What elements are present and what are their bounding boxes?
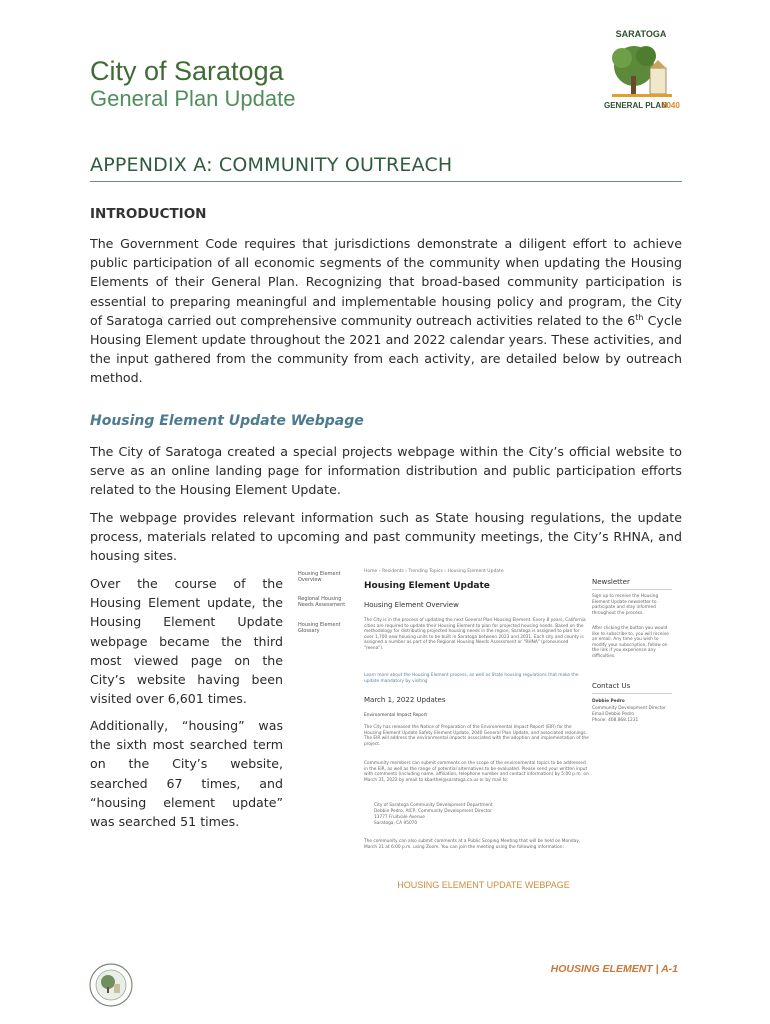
- screenshot-newsletter-text-2: After clicking the button you would like to subscribe to, you will receive an email. Any time you wish to modify your subscription, follow on the link if you experience any difficulties.: [592, 626, 669, 659]
- screenshot-update-text-1: The City has released the Notice of Preparation of the Environmental Impact Report (EIR) for the Housing Element Update Safety Element Update, 2040 General Plan Update, and associated rezonings. The EIR will address the environmental impacts associated with the adoption and implementation of the project.: [364, 725, 589, 747]
- appendix-title: APPENDIX A: COMMUNITY OUTREACH: [90, 154, 453, 176]
- screenshot-nav-overview: Housing Element Overview: [298, 571, 341, 583]
- screenshot-breadcrumb: Home › Residents › Trending Topics › Housing Element Update: [364, 569, 504, 574]
- screenshot-newsletter-heading: Newsletter: [592, 578, 630, 586]
- logo-top-text: SARATOGA: [615, 29, 667, 39]
- screenshot-right-divider: [592, 589, 672, 590]
- logo-year: 2040: [662, 101, 680, 110]
- city-seal-icon: [88, 962, 134, 1008]
- webpage-section-heading: Housing Element Update Webpage: [90, 413, 364, 429]
- screenshot-nav-glossary: Housing Element Glossary: [298, 622, 341, 634]
- screenshot-address-1: City of Saratoga Community Development Department: [374, 803, 493, 808]
- screenshot-nav-rhna: Regional Housing Needs Assessment: [298, 596, 346, 608]
- screenshot-right-divider-2: [592, 693, 672, 694]
- screenshot-contact-line-3: Phone: 408.868.1231: [592, 718, 639, 723]
- screenshot-contact-line-2: Email Debbie Pedro: [592, 712, 635, 717]
- title-divider: [90, 181, 682, 182]
- webpage-paragraph-2: The webpage provides relevant information such as State housing regulations, the update process, materials related to upcoming and past community meetings, the City’s RHNA, and housing sites.: [90, 510, 682, 564]
- webpage-paragraph-3: Over the course of the Housing Element update, the Housing Element Update webpage became the third most viewed page on the City’s website having been visited over 6,601 times.: [90, 576, 283, 707]
- webpage-paragraph-1: The City of Saratoga created a special projects webpage within the City’s official website to serve as an online landing page for information distribution and public participation efforts related to the Housing Element Update.: [90, 444, 682, 498]
- screenshot-overview-link: Learn more about the Housing Element process, as well as State housing regulations that make the update mandatory by visiting: [364, 673, 579, 684]
- webpage-screenshot: [290, 565, 677, 865]
- screenshot-caption: HOUSING ELEMENT UPDATE WEBPAGE: [397, 880, 570, 890]
- general-plan-logo: [598, 28, 684, 116]
- screenshot-address-2: Debbie Pedro, AICP, Community Development Director: [374, 809, 492, 814]
- document-title: City of Saratoga: [90, 56, 284, 86]
- screenshot-update-subheading: Environmental Impact Report: [364, 713, 428, 718]
- introduction-heading: INTRODUCTION: [90, 206, 207, 222]
- screenshot-overview-text: The City is in the process of updating the next General Plan Housing Element. Every 8 years, California cities are required to update their Housing Element to plan for projected housing needs. Based on the methodology for distributing projected housing needs in the region, Saratoga is assigned to plan for over 1,700 new housing units to be built in Saratoga between 2023 and 2031. Each city and county is assigned a number as part of the Regional Housing Needs Assessment or "RHNA" (pronounced "reena").: [364, 618, 586, 651]
- screenshot-contact-heading: Contact Us: [592, 682, 631, 690]
- screenshot-update-heading: March 1, 2022 Updates: [364, 696, 446, 704]
- introduction-paragraph: The Government Code requires that jurisdictions demonstrate a diligent effort to achieve public participation of all economic segments of the community when updating the Housing Elements of their General Plan. Recognizing that broad-based community participation is essential to preparing meaningful and implementable housing policy and program, the City of Saratoga carried out comprehensive community outreach activities related to the 6th Cycle Housing Element update throughout the 2021 and 2022 calendar years. These activities, and the input gathered from the community from each activity, are detailed below by outreach method.: [90, 236, 682, 386]
- screenshot-overview-heading: Housing Element Overview: [364, 601, 459, 609]
- screenshot-address-4: Saratoga, CA 95070: [374, 821, 418, 826]
- screenshot-address-3: 13777 Fruitvale Avenue: [374, 815, 425, 820]
- page-footer: HOUSING ELEMENT | A-1: [550, 963, 678, 975]
- screenshot-title: Housing Element Update: [364, 581, 490, 591]
- screenshot-contact-name: Debbie Pedro: [592, 699, 625, 704]
- screenshot-update-text-3: The community can also submit comments at a Public Scoping Meeting that will be held on Monday, March 21 at 6:00 p.m. using Zoom. You can join the meeting using the following information:: [364, 839, 581, 850]
- logo-bottom-text: GENERAL PLAN: [604, 101, 667, 110]
- screenshot-update-text-2: Community members can submit comments on the scope of the environmental topics to be addressed in the EIR, as well as the range of potential alternatives to be evaluated. Please send your written input with comments (including name, affiliation, telephone number and contact information) by 5:00 p.m. on March 31, 2022 by email to kbarthel@saratoga.ca.us or by mail to:: [364, 761, 589, 783]
- screenshot-contact-line-1: Community Development Director: [592, 706, 666, 711]
- document-subtitle: General Plan Update: [90, 86, 296, 111]
- screenshot-newsletter-text: Sign up to receive the Housing Element Update newsletter to participate and stay informed throughout the process.: [592, 594, 659, 616]
- webpage-paragraph-4: Additionally, “housing” was the sixth most searched term on the City’s website, searched 67 times, and “housing element update” was searched 51 times.: [90, 718, 283, 830]
